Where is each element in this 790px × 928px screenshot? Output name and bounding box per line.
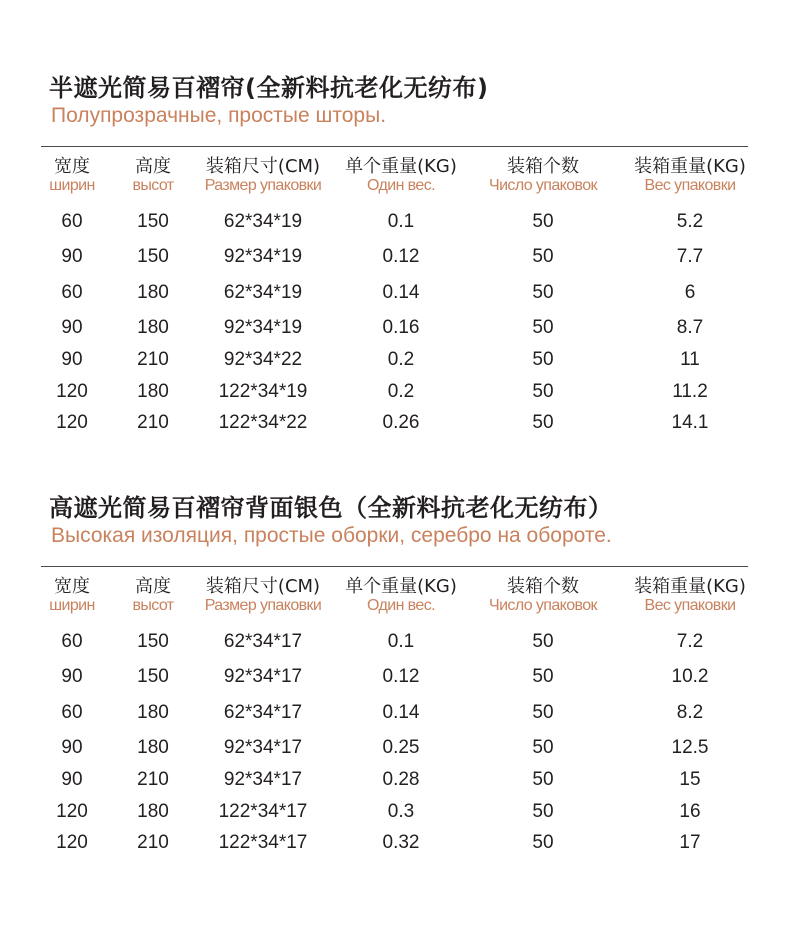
table-cell: 15 bbox=[679, 769, 701, 790]
table-cell: 50 bbox=[532, 832, 554, 853]
column-header-translation: высот bbox=[132, 597, 174, 614]
table-cell: 180 bbox=[137, 737, 169, 758]
table-cell: 0.2 bbox=[387, 349, 415, 370]
table-cell: 0.28 bbox=[382, 769, 420, 790]
divider bbox=[41, 566, 748, 567]
column-header: 装箱个数 bbox=[507, 156, 579, 177]
table-cell: 8.7 bbox=[676, 317, 704, 338]
column-header: 单个重量(KG) bbox=[345, 156, 457, 177]
table-cell: 210 bbox=[137, 349, 169, 370]
table-cell: 92*34*19 bbox=[223, 246, 303, 267]
table-cell: 150 bbox=[137, 211, 169, 232]
table-cell: 90 bbox=[61, 317, 83, 338]
table-cell: 90 bbox=[61, 349, 83, 370]
table-cell: 90 bbox=[61, 666, 83, 687]
table-cell: 120 bbox=[56, 801, 88, 822]
divider bbox=[41, 146, 748, 147]
column-header: 宽度 bbox=[54, 576, 90, 597]
table-cell: 0.1 bbox=[387, 631, 415, 652]
table-cell: 5.2 bbox=[676, 211, 704, 232]
table-cell: 92*34*17 bbox=[223, 737, 303, 758]
table-cell: 60 bbox=[61, 211, 83, 232]
section-subtitle: Полупрозрачные, простые шторы. bbox=[51, 104, 387, 127]
table-cell: 50 bbox=[532, 317, 554, 338]
table-cell: 11 bbox=[680, 349, 700, 370]
table-cell: 62*34*17 bbox=[223, 702, 303, 723]
table-cell: 62*34*19 bbox=[223, 211, 303, 232]
column-header-translation: ширин bbox=[49, 177, 95, 194]
table-cell: 210 bbox=[137, 412, 169, 433]
table-cell: 50 bbox=[532, 211, 554, 232]
column-header: 装箱个数 bbox=[507, 576, 579, 597]
table-cell: 92*34*22 bbox=[223, 349, 303, 370]
table-cell: 0.12 bbox=[382, 666, 420, 687]
table-cell: 180 bbox=[137, 381, 169, 402]
table-cell: 12.5 bbox=[671, 737, 709, 758]
table-cell: 0.14 bbox=[382, 282, 420, 303]
table-cell: 0.12 bbox=[382, 246, 420, 267]
table-cell: 11.2 bbox=[672, 381, 708, 402]
column-header-translation: Вес упаковки bbox=[644, 597, 736, 614]
table-cell: 180 bbox=[137, 282, 169, 303]
table-cell: 14.1 bbox=[671, 412, 709, 433]
table-cell: 122*34*17 bbox=[218, 801, 308, 822]
table-cell: 50 bbox=[532, 631, 554, 652]
table-cell: 50 bbox=[532, 666, 554, 687]
table-cell: 0.25 bbox=[382, 737, 420, 758]
table-cell: 17 bbox=[679, 832, 701, 853]
table-cell: 120 bbox=[56, 381, 88, 402]
table-cell: 0.16 bbox=[382, 317, 420, 338]
table-cell: 120 bbox=[56, 412, 88, 433]
table-cell: 62*34*19 bbox=[223, 282, 303, 303]
table-cell: 50 bbox=[532, 801, 554, 822]
table-cell: 60 bbox=[61, 282, 83, 303]
table-cell: 0.14 bbox=[382, 702, 420, 723]
section-subtitle: Высокая изоляция, простые оборки, серебро на обороте. bbox=[51, 524, 612, 547]
table-cell: 50 bbox=[532, 737, 554, 758]
column-header-translation: Один вес. bbox=[367, 177, 435, 194]
column-header: 高度 bbox=[135, 576, 171, 597]
table-cell: 62*34*17 bbox=[223, 631, 303, 652]
column-header-translation: Число упаковок bbox=[489, 597, 597, 614]
column-header-translation: Один вес. bbox=[367, 597, 435, 614]
table-cell: 180 bbox=[137, 801, 169, 822]
table-cell: 122*34*19 bbox=[218, 381, 308, 402]
table-cell: 0.26 bbox=[382, 412, 420, 433]
table-cell: 150 bbox=[137, 631, 169, 652]
section-title: 高遮光简易百褶帘背面银色（全新料抗老化无纺布） bbox=[49, 494, 613, 522]
column-header: 高度 bbox=[135, 156, 171, 177]
column-header-translation: Размер упаковки bbox=[204, 177, 322, 194]
table-cell: 50 bbox=[532, 702, 554, 723]
column-header: 装箱重量(KG) bbox=[634, 576, 746, 597]
table-cell: 50 bbox=[532, 412, 554, 433]
table-cell: 50 bbox=[532, 769, 554, 790]
table-cell: 210 bbox=[137, 769, 169, 790]
table-cell: 90 bbox=[61, 246, 83, 267]
table-cell: 7.2 bbox=[676, 631, 704, 652]
table-cell: 90 bbox=[61, 737, 83, 758]
column-header-translation: Вес упаковки bbox=[644, 177, 736, 194]
table-cell: 0.2 bbox=[387, 381, 415, 402]
table-cell: 92*34*17 bbox=[223, 666, 303, 687]
table-cell: 16 bbox=[679, 801, 701, 822]
table-cell: 50 bbox=[532, 246, 554, 267]
column-header-translation: высот bbox=[132, 177, 174, 194]
table-cell: 50 bbox=[532, 282, 554, 303]
table-cell: 10.2 bbox=[671, 666, 709, 687]
table-cell: 90 bbox=[61, 769, 83, 790]
table-cell: 8.2 bbox=[676, 702, 704, 723]
column-header-translation: ширин bbox=[49, 597, 95, 614]
table-cell: 6 bbox=[684, 282, 696, 303]
table-cell: 120 bbox=[56, 832, 88, 853]
table-cell: 180 bbox=[137, 317, 169, 338]
column-header-translation: Число упаковок bbox=[489, 177, 597, 194]
column-header: 装箱重量(KG) bbox=[634, 156, 746, 177]
table-cell: 60 bbox=[61, 631, 83, 652]
table-cell: 92*34*17 bbox=[223, 769, 303, 790]
column-header: 装箱尺寸(CM) bbox=[205, 156, 321, 177]
table-cell: 0.3 bbox=[387, 801, 415, 822]
table-cell: 150 bbox=[137, 246, 169, 267]
table-cell: 50 bbox=[532, 381, 554, 402]
table-cell: 92*34*19 bbox=[223, 317, 303, 338]
table-cell: 210 bbox=[137, 832, 169, 853]
table-cell: 122*34*17 bbox=[218, 832, 308, 853]
table-cell: 0.1 bbox=[387, 211, 415, 232]
table-cell: 0.32 bbox=[382, 832, 420, 853]
table-cell: 50 bbox=[532, 349, 554, 370]
table-cell: 180 bbox=[137, 702, 169, 723]
column-header: 单个重量(KG) bbox=[345, 576, 457, 597]
table-cell: 150 bbox=[137, 666, 169, 687]
column-header-translation: Размер упаковки bbox=[204, 597, 322, 614]
table-cell: 122*34*22 bbox=[218, 412, 308, 433]
column-header: 宽度 bbox=[54, 156, 90, 177]
section-title: 半遮光简易百褶帘(全新料抗老化无纺布) bbox=[49, 74, 489, 102]
column-header: 装箱尺寸(CM) bbox=[205, 576, 321, 597]
table-cell: 7.7 bbox=[676, 246, 704, 267]
table-cell: 60 bbox=[61, 702, 83, 723]
